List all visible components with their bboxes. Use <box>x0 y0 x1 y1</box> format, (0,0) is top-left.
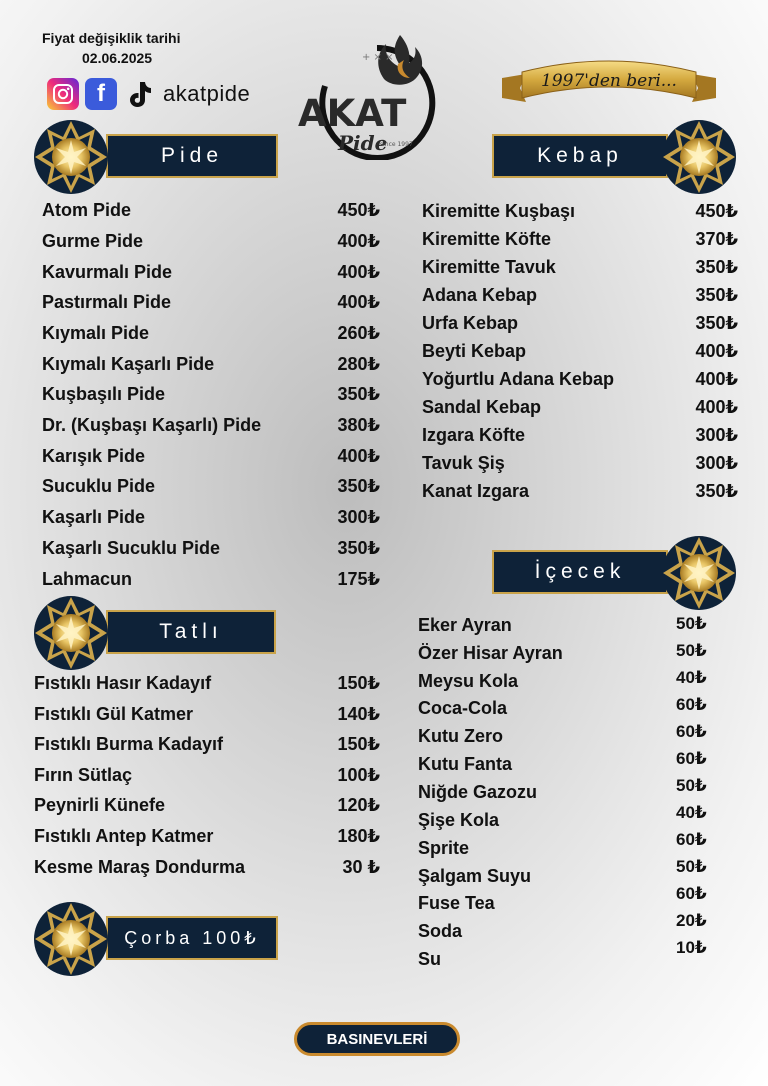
menu-item: Sucuklu Pide 350₺ <box>42 476 380 496</box>
ornament-star-icon <box>32 594 110 672</box>
branch-badge: BASINEVLERİ <box>294 1022 460 1056</box>
drink-price: 50₺ <box>676 857 707 876</box>
menu-item: Kesme Maraş Dondurma 30 ₺ <box>34 857 380 877</box>
facebook-icon[interactable]: f <box>85 78 117 110</box>
drink-name: Meysu Kola <box>418 671 519 691</box>
drink-name: Niğde Gazozu <box>418 782 538 802</box>
drink-name: Kutu Fanta <box>418 754 512 774</box>
brand-sub: Pide <box>338 131 388 155</box>
kebap-banner: Kebap <box>492 134 668 178</box>
menu-item: Kavurmalı Pide 400₺ <box>42 262 380 282</box>
drink-price: 10₺ <box>676 938 707 957</box>
menu-item: Dr. (Kuşbaşı Kaşarlı) Pide 380₺ <box>42 415 380 435</box>
akat-pide-logo <box>292 30 462 160</box>
menu-item: Urfa Kebap 350₺ <box>422 313 738 333</box>
drink-name: Sprite <box>418 838 470 858</box>
social-handle[interactable]: akatpide <box>163 81 251 106</box>
menu-item: Kaşarlı Pide 300₺ <box>42 507 380 527</box>
menu-item: Atom Pide 450₺ <box>42 200 380 220</box>
drink-price: 60₺ <box>676 830 707 849</box>
drink-name: Şişe Kola <box>418 810 500 830</box>
menu-item: Tavuk Şiş 300₺ <box>422 453 738 473</box>
drink-name: Özer Hisar Ayran <box>418 643 563 663</box>
drink-price: 60₺ <box>676 722 707 741</box>
instagram-icon[interactable] <box>47 78 79 110</box>
drink-name: Kutu Zero <box>418 726 503 746</box>
menu-item: Fırın Sütlaç 100₺ <box>34 765 380 785</box>
menu-item: Fıstıklı Burma Kadayıf 150₺ <box>34 734 380 754</box>
menu-item: Peynirli Künefe 120₺ <box>34 795 380 815</box>
menu-item: Fıstıklı Gül Katmer 140₺ <box>34 704 380 724</box>
since-1997-ribbon <box>500 50 718 114</box>
corba-banner: Çorba 100₺ <box>106 916 278 960</box>
ornament-star-icon <box>660 118 738 196</box>
menu-item: Kanat Izgara 350₺ <box>422 481 738 501</box>
drink-price: 20₺ <box>676 911 707 930</box>
drink-price: 50₺ <box>676 614 707 633</box>
menu-item: Kaşarlı Sucuklu Pide 350₺ <box>42 538 380 558</box>
drink-price: 40₺ <box>676 803 707 822</box>
menu-item: Karışık Pide 400₺ <box>42 446 380 466</box>
drink-name: Su <box>418 949 442 969</box>
menu-item: Beyti Kebap 400₺ <box>422 341 738 361</box>
ornament-star-icon <box>660 534 738 612</box>
menu-item: Fıstıklı Hasır Kadayıf 150₺ <box>34 673 380 693</box>
brand-since: since 1997 <box>380 141 413 148</box>
drink-price: 50₺ <box>676 641 707 660</box>
brand-name: AKAT <box>298 92 407 135</box>
ornament-star-icon <box>32 900 110 978</box>
menu-item: Lahmacun 175₺ <box>42 569 380 589</box>
drink-name: Şalgam Suyu <box>418 866 532 886</box>
drink-price: 60₺ <box>676 695 707 714</box>
tatli-banner: Tatlı <box>106 610 276 654</box>
tiktok-icon[interactable] <box>123 78 155 110</box>
menu-item: Yoğurtlu Adana Kebap 400₺ <box>422 369 738 389</box>
drink-name: Fuse Tea <box>418 893 495 913</box>
ornament-star-icon <box>32 118 110 196</box>
menu-item: Kuşbaşılı Pide 350₺ <box>42 384 380 404</box>
drink-price: 50₺ <box>676 776 707 795</box>
menu-item: Adana Kebap 350₺ <box>422 285 738 305</box>
menu-item: Gurme Pide 400₺ <box>42 231 380 251</box>
svg-text:+ × ×: + × × <box>362 52 394 63</box>
social-links <box>47 78 250 110</box>
drink-price: 60₺ <box>676 884 707 903</box>
menu-item: Kıymalı Pide 260₺ <box>42 323 380 343</box>
menu-item: Kıymalı Kaşarlı Pide 280₺ <box>42 354 380 374</box>
menu-item: Pastırmalı Pide 400₺ <box>42 292 380 312</box>
menu-item: Kiremitte Köfte 370₺ <box>422 229 738 249</box>
menu-item: Kiremitte Tavuk 350₺ <box>422 257 738 277</box>
drink-name: Eker Ayran <box>418 615 512 635</box>
drink-name: Soda <box>418 921 463 941</box>
since-text: 1997'den beri... <box>541 71 677 91</box>
drink-price: 40₺ <box>676 668 707 687</box>
menu-item: Fıstıklı Antep Katmer 180₺ <box>34 826 380 846</box>
drink-name: Coca-Cola <box>418 698 508 718</box>
price-change-date: 02.06.2025 <box>82 50 153 66</box>
icecek-banner: İçecek <box>492 550 668 594</box>
price-change-date-label: Fiyat değişiklik tarihi <box>42 30 181 46</box>
menu-item: Sandal Kebap 400₺ <box>422 397 738 417</box>
drink-price: 60₺ <box>676 749 707 768</box>
menu-item: Izgara Köfte 300₺ <box>422 425 738 445</box>
pide-banner: Pide <box>106 134 278 178</box>
menu-item: Kiremitte Kuşbaşı 450₺ <box>422 201 738 221</box>
